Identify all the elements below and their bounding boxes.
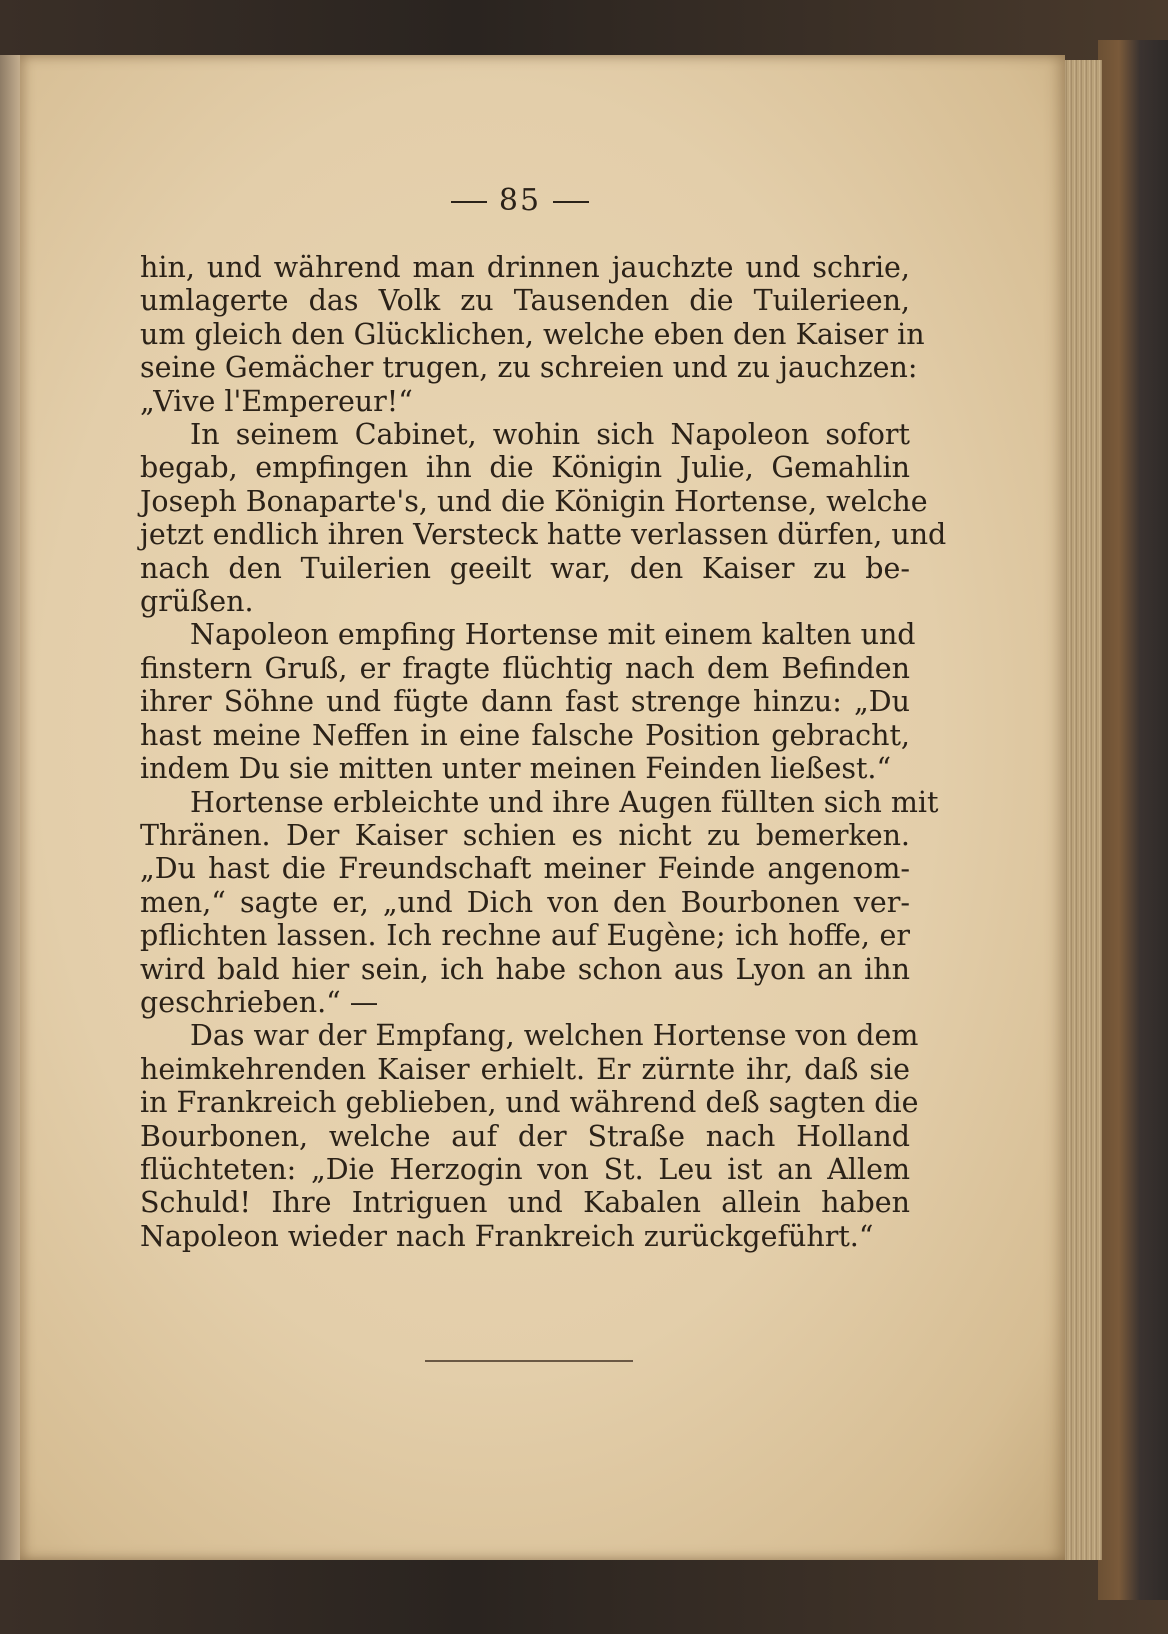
text-line: seine Gemächer trugen, zu schreien und zu jauchzen: [140, 351, 918, 385]
text-line: jetzt endlich ihren Versteck hatte verlassen dürfen, und [140, 518, 947, 552]
text-line: grüßen. [140, 585, 254, 619]
page-gutter [0, 55, 22, 1560]
text-line: indem Du sie mitten unter meinen Feinden ließest.“ [140, 752, 892, 786]
text-line: begab, empfingen ihn die Königin Julie, Gemahlin [140, 451, 910, 485]
section-divider-rule [425, 1360, 633, 1362]
text-line: Hortense erbleichte und ihre Augen füllten sich mit [190, 785, 939, 819]
text-line: um gleich den Glücklichen, welche eben den Kaiser in [140, 317, 925, 351]
text-line: umlagerte das Volk zu Tausenden die Tuilerieen, [140, 284, 910, 318]
book-page [20, 55, 1065, 1560]
header-dash-right [553, 201, 589, 203]
text-line: nach den Tuilerien geeilt war, den Kaiser zu be- [140, 551, 910, 585]
text-line: geschrieben.“ — [140, 985, 379, 1019]
text-line: heimkehrenden Kaiser erhielt. Er zürnte ihr, daß sie [140, 1052, 910, 1086]
page-number: 85 [498, 183, 542, 218]
text-line: men,“ sagte er, „und Dich von den Bourbonen ver- [140, 885, 910, 919]
book-spine-edge [1098, 40, 1168, 1600]
text-line: ihrer Söhne und fügte dann fast strenge hinzu: „Du [140, 685, 910, 719]
text-line: „Vive l'Empereur!“ [140, 384, 413, 418]
text-line: pflichten lassen. Ich rechne auf Eugène; ich hoffe, er [140, 919, 910, 953]
text-line: wird bald hier sein, ich habe schon aus Lyon an ihn [140, 952, 910, 986]
text-line: finstern Gruß, er fragte flüchtig nach dem Befinden [140, 651, 910, 685]
text-line: Das war der Empfang, welchen Hortense von dem [190, 1019, 919, 1053]
text-line: In seinem Cabinet, wohin sich Napoleon sofort [190, 418, 910, 452]
text-line: in Frankreich geblieben, und während deß sagten die [140, 1086, 919, 1120]
text-line: Schuld! Ihre Intriguen und Kabalen allein haben [140, 1186, 910, 1220]
text-line: Joseph Bonaparte's, und die Königin Hortense, welche [140, 484, 928, 518]
text-line: flüchteten: „Die Herzogin von St. Leu ist an Allem [140, 1152, 910, 1186]
text-line: hast meine Neffen in eine falsche Position gebracht, [140, 718, 910, 752]
text-line: Thränen. Der Kaiser schien es nicht zu bemerken. [140, 818, 910, 852]
text-line: Bourbonen, welche auf der Straße nach Holland [140, 1119, 910, 1153]
text-line: „Du hast die Freundschaft meiner Feinde angenom- [140, 852, 910, 886]
body-text [140, 251, 947, 1253]
text-line: Napoleon wieder nach Frankreich zurückgeführt.“ [140, 1219, 874, 1253]
text-line: hin, und während man drinnen jauchzte und schrie, [140, 251, 910, 284]
page-header [20, 183, 1020, 218]
text-line: Napoleon empfing Hortense mit einem kalten und [190, 618, 916, 652]
header-dash-left [451, 201, 487, 203]
